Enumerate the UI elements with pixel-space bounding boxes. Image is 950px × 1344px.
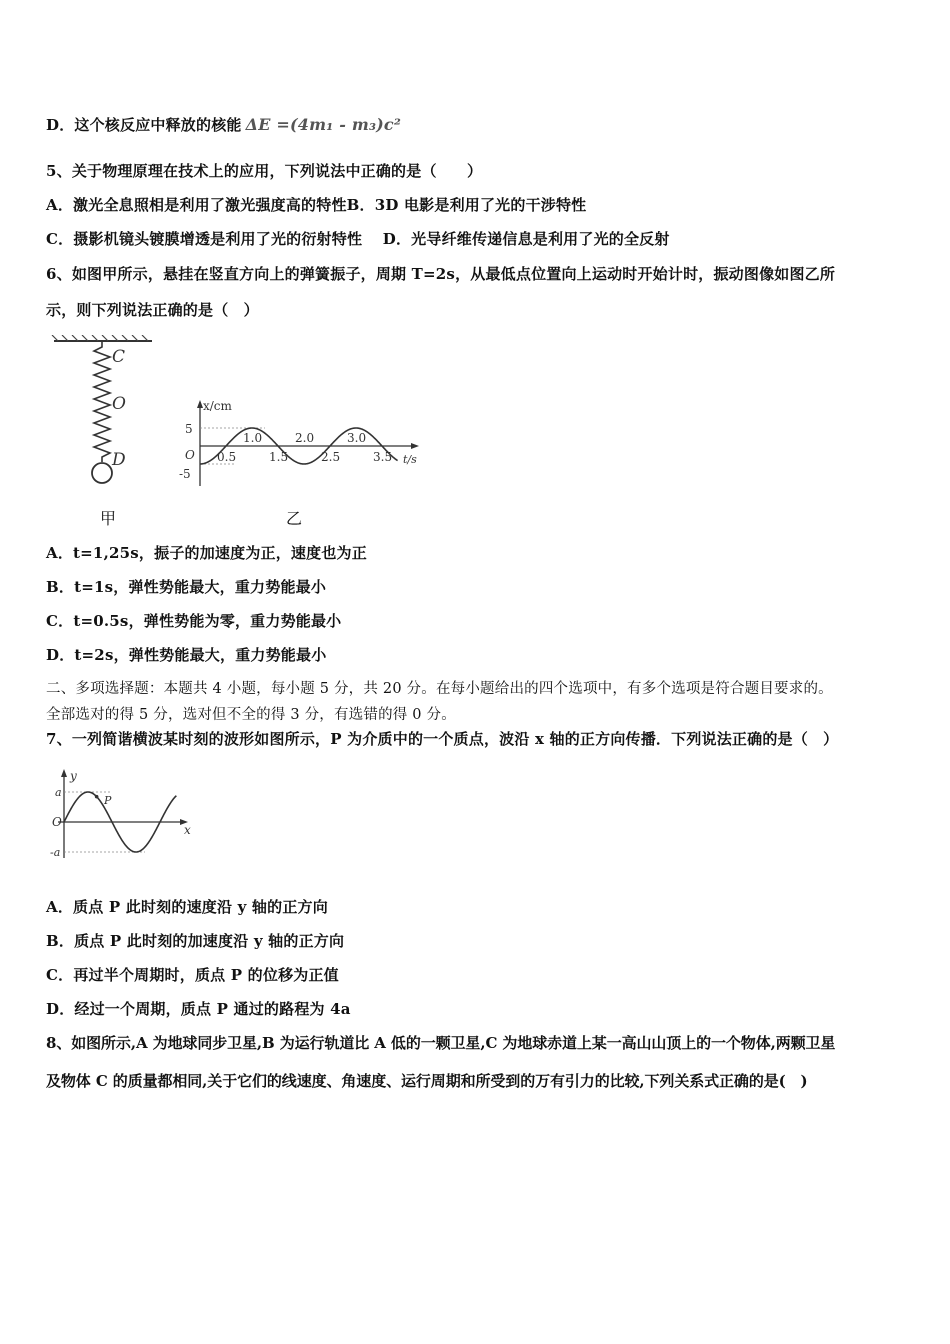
q6-option-b: B．t=1s，弹性势能最大，重力势能最小	[46, 578, 327, 596]
q7-option-c: C．再过半个周期时，质点 P 的位移为正值	[46, 966, 339, 984]
origin-label: O	[185, 448, 195, 462]
q6-stem-line2: 示，则下列说法正确的是（ ）	[46, 301, 259, 319]
q7-option-a: A．质点 P 此时刻的速度沿 y 轴的正方向	[46, 898, 328, 916]
q7-option-b: B．质点 P 此时刻的加速度沿 y 轴的正方向	[46, 932, 345, 950]
t-label-1.5: 1.5	[269, 450, 289, 464]
q5-options-cd: C．摄影机镜头镀膜增透是利用了光的衍射特性 D．光导纤维传递信息是利用了光的全反射	[46, 230, 670, 248]
wave-neg-a-label: -a	[50, 846, 61, 859]
t-label-2.5: 2.5	[321, 450, 341, 464]
q5-stem: 5、关于物理原理在技术上的应用，下列说法中正确的是（ ）	[46, 162, 483, 180]
q5-options-ab: A．激光全息照相是利用了激光强度高的特性B．3D 电影是利用了光的干涉特性	[46, 196, 587, 214]
vibration-graph	[175, 398, 425, 493]
t-label-0.5: 0.5	[217, 450, 237, 464]
fig-yi-caption: 乙	[286, 509, 303, 528]
wave-y-label: y	[70, 769, 77, 783]
q6-option-d: D．t=2s，弹性势能最大，重力势能最小	[46, 646, 327, 664]
section2-line1: 二、多项选择题：本题共 4 小题，每小题 5 分，共 20 分。在每小题给出的四个选项中，有多个选项是符合题目要求的。	[46, 681, 833, 697]
wave-p-label: P	[104, 794, 112, 807]
section2-line2: 全部选对的得 5 分，选对但不全的得 3 分，有选错的得 0 分。	[46, 707, 456, 723]
energy-formula: ΔE =(4m₁ - m₃)c²	[245, 115, 402, 134]
q6-stem-line1: 6、如图甲所示，悬挂在竖直方向上的弹簧振子，周期 T=2s，从最低点位置向上运动时开始计时，振动图像如图乙所	[46, 265, 836, 283]
y-tick-5: 5	[185, 422, 193, 436]
q4-option-d-text: D．这个核反应中释放的核能	[46, 116, 242, 134]
y-tick-neg5: -5	[179, 467, 191, 481]
t-axis-label: t/s	[403, 453, 417, 466]
label-o: O	[112, 394, 126, 414]
q8-stem-line1: 8、如图所示,A 为地球同步卫星,B 为运行轨道比 A 低的一颗卫星,C 为地球赤道上某一高山山顶上的一个物体,两颗卫星	[46, 1034, 836, 1052]
q7-stem: 7、一列简谐横波某时刻的波形如图所示，P 为介质中的一个质点，波沿 x 轴的正方向传播．下列说法正确的是（ ）	[46, 730, 839, 748]
t-label-1.0: 1.0	[243, 431, 263, 445]
oscillator-ball	[92, 463, 112, 483]
wave-x-label: x	[184, 823, 191, 837]
t-label-3.0: 3.0	[347, 431, 367, 445]
t-label-2.0: 2.0	[295, 431, 315, 445]
wave-origin-label: O	[52, 815, 62, 829]
t-label-3.5: 3.5	[373, 450, 393, 464]
q8-stem-line2: 及物体 C 的质量都相同,关于它们的线速度、角速度、运行周期和所受到的万有引力的比较,下列关系式正确的是( )	[46, 1072, 808, 1090]
q6-option-c: C．t=0.5s，弹性势能为零，重力势能最小	[46, 612, 342, 630]
q7-option-d: D．经过一个周期，质点 P 通过的路程为 4a	[46, 1000, 351, 1018]
label-d: D	[112, 450, 126, 470]
fig-jia-caption: 甲	[100, 509, 117, 528]
spring-oscillator-figure	[48, 335, 158, 495]
y-axis-label: x/cm	[203, 399, 232, 413]
label-c: C	[112, 347, 126, 367]
q6-option-a: A．t=1,25s，振子的加速度为正，速度也为正	[46, 544, 367, 562]
point-p-marker	[95, 795, 99, 799]
q4-option-d	[46, 115, 401, 135]
wave-figure	[50, 768, 200, 863]
wave-a-label: a	[55, 786, 62, 799]
